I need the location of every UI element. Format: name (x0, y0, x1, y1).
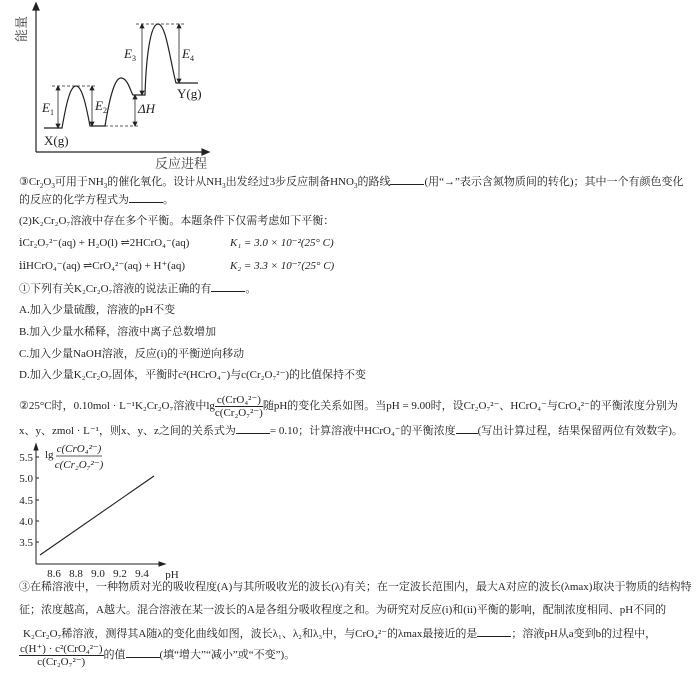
lg-ratio-vs-ph-chart (0, 438, 200, 580)
x-axis-label: pH (165, 569, 179, 580)
sub2-line-1: ②25°C时，0.10mol · L⁻¹K₂Cr₂O₇溶液中lg $\frac{\text{c(CrO₄²⁻)}}{\text{c(Cr₂O₇²⁻)}}$ 随pH的变化关系如图。当pH = 9.00时，设Cr₂O₇²⁻、HCrO₄⁻与CrO₄²⁻的平衡浓度分别为 (19, 394, 678, 419)
sub3-line-1: ③在稀溶液中，一种物质对光的吸收程度(A)与其所吸收光的波长(λ)有关；在一定波长范围内，最大A对应的波长(λmax)取决于物质的结构特 (19, 581, 692, 593)
option-b: B.加入少量水稀释，溶液中离子总数增加 (19, 326, 217, 338)
ratio-fraction: $\frac{\text{c(CrO₄²⁻)}}{\text{c(Cr₂O₇²⁻)}}$ (214, 394, 263, 419)
x-tick: 8.6 (47, 568, 61, 580)
k1-value: K₁ = 3.0 × 10⁻²(25° C) (230, 237, 334, 249)
x-tick: 9.0 (91, 568, 105, 580)
q3-line-2: 的反应的化学方程式为 。 (19, 194, 174, 206)
answer-blank-concentration[interactable] (456, 423, 478, 434)
sub2-line-2: x、y、zmol · L⁻¹，则x、y、z之间的关系式为 = 0.10；计算溶液中HCrO₄⁻的平衡浓度 (写出计算过程，结果保留两位有效数字)。 (19, 425, 683, 437)
ratio-fraction-2: $\frac{\text{c(H⁺) · c²(CrO₄²⁻)}}{\text{c(Cr₂O₇²⁻)}}$ (20, 643, 103, 668)
y-tick: 4.5 (19, 495, 33, 507)
option-c: C.加入少量NaOH溶液，反应(i)的平衡逆向移动 (19, 348, 245, 360)
sub3-line-2: 征；浓度越高，A越大。混合溶液在某一波长的A是各组分吸收程度之和。为研究对反应(i)和(ii)平衡的影响，配制浓度相同、pH不同的 (19, 604, 667, 616)
x-tick: 8.8 (69, 568, 83, 580)
y-label-numerator: c(CrO₄²⁻) (56, 443, 102, 455)
option-a: A.加入少量硫酸，溶液的pH不变 (19, 304, 176, 316)
label-e3: $E_3$ (124, 46, 136, 63)
option-d: D.加入少量K₂Cr₂O₇固体，平衡时c²(HCrO₄⁻)与c(Cr₂O₇²⁻)的比值保持不变 (19, 369, 367, 381)
label-e1: $E_1$ (42, 100, 54, 117)
y-tick: 5.0 (19, 473, 33, 485)
x-tick: 9.2 (113, 568, 127, 580)
label-e4: $E_4$ (182, 46, 194, 63)
y-label-denominator: c(Cr₂O₇²⁻) (54, 459, 104, 471)
svg-text:lg: lg (45, 449, 54, 461)
answer-blank-trend[interactable] (126, 647, 160, 658)
q3-line-1: $③Cr_2O_3$可用于$NH_3$的催化氧化。设计从$NH_3$出发经过3步反应制备$HNO_3$的路线 (用“→”表示含氮物质间的转化)；其中一个有颜色变化 (19, 176, 684, 191)
y-tick: 4.0 (19, 516, 33, 528)
label-y: Y(g) (177, 86, 202, 101)
equilibrium-1: ⅰCr₂O₇²⁻(aq) + H₂O(l) ⇌2HCrO₄⁻(aq) (19, 237, 190, 249)
equilibrium-2: ⅱHCrO₄⁻(aq) ⇌CrO₄²⁻(aq) + H⁺(aq) (19, 260, 185, 272)
y-tick: 5.5 (19, 452, 33, 464)
sub3-line-3: K₂Cr₂O₇稀溶液，测得其A随λ的变化曲线如图，波长λ₁、λ₂和λ₃中，与CrO₄²⁻的λmax最接近的是 ；溶液pH从a变到b的过程中， (23, 628, 657, 640)
sub1-question: ①下列有关K₂Cr₂O₇溶液的说法正确的有 。 (19, 283, 257, 295)
x-tick: 9.4 (135, 568, 149, 580)
energy-profile-diagram (0, 0, 250, 172)
answer-blank-equation[interactable] (129, 192, 163, 203)
answer-blank-wavelength[interactable] (477, 626, 511, 637)
sub3-line-4: $\frac{\text{c(H⁺) · c²(CrO₄²⁻)}}{\text{c(Cr₂O₇²⁻)}}$ 的值 (填“增大”“减小”或“不变”)。 (20, 643, 296, 668)
k2-value: K₂ = 3.3 × 10⁻⁷(25° C) (230, 260, 335, 272)
answer-blank-options[interactable] (211, 281, 245, 292)
answer-blank-route[interactable] (390, 174, 424, 185)
answer-blank-relation[interactable] (236, 423, 270, 434)
y-tick: 3.5 (19, 537, 33, 549)
label-e2: $E_2$ (95, 98, 107, 115)
label-x: X(g) (44, 133, 69, 148)
x-axis-label: 反应进程 (155, 157, 208, 172)
part2-intro: (2)K₂Cr₂O₇溶液中存在多个平衡。本题条件下仅需考虑如下平衡： (19, 215, 335, 227)
label-delta-h: ΔH (138, 101, 156, 116)
y-axis-label: 能量 (15, 15, 30, 42)
